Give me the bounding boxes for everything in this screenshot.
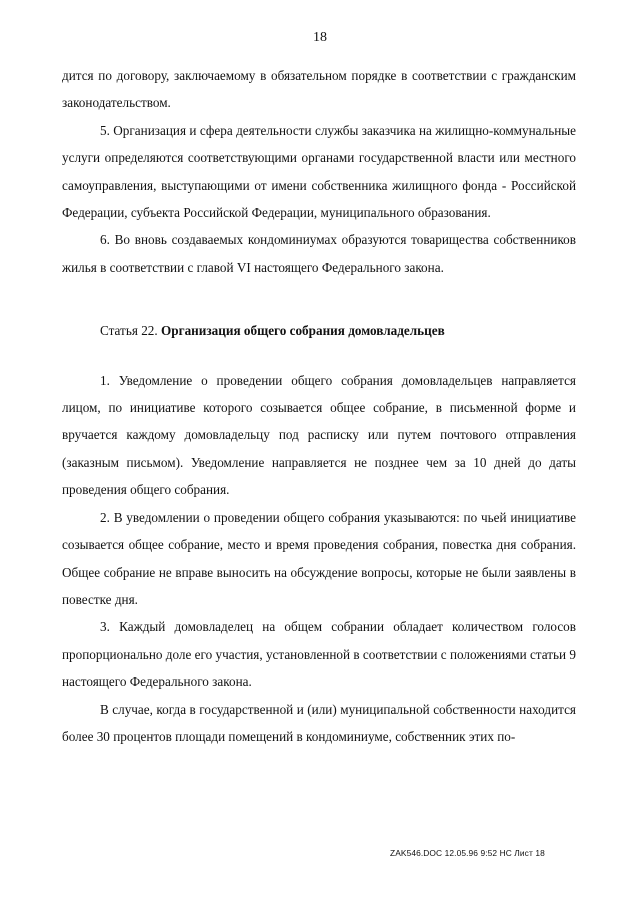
document-footer: ZAK546.DOC 12.05.96 9:52 НС Лист 18 bbox=[390, 848, 545, 858]
page-number: 18 bbox=[313, 30, 327, 45]
article-title: Организация общего собрания домовладельцев bbox=[160, 323, 445, 339]
article-label: Статья 22. bbox=[100, 323, 158, 339]
document-body bbox=[62, 62, 576, 750]
paragraph-item-1: 1. Уведомление о проведении общего собрания домовладельцев направляется лицом, по инициативе которого созывается общее собрание, в письменной форме и вручается каждому домовладельцу под расписку или путем почтового отправления (заказным письмом). Уведомление направляется не позднее чем за 10 дней до даты проведения общего собрания. bbox=[62, 372, 576, 498]
paragraph-state-property: В случае, когда в государственной и (или) муниципальной собственности находится более 30 процентов площади помещений в кондоминиуме, собственник этих по- bbox=[62, 701, 576, 744]
paragraph-item-2: 2. В уведомлении о проведении общего собрания указываются: по чьей инициативе созывается общее собрание, место и время проведения собрания, повестка дня собрания. Общее собрание не вправе выносить на обсуждение вопросы, которые не были заявлены в повестке дня. bbox=[62, 509, 576, 607]
paragraph-item-3: 3. Каждый домовладелец на общем собрании обладает количеством голосов пропорционально доле его участия, установленной в соответствии с положениями статьи 9 настоящего Федерального закона. bbox=[62, 619, 576, 690]
paragraph-continuation: дится по договору, заключаемому в обязательном порядке в соответствии с гражданским законодательством. bbox=[62, 68, 576, 111]
article-heading bbox=[62, 317, 576, 344]
paragraph-item-5: 5. Организация и сфера деятельности службы заказчика на жилищно-коммунальные услуги определяются соответствующими органами государственной власти или местного самоуправления, выступающими от имени собственника жилищного фонда - Российской Федерации, субъекта Российской Федерации, муниципального образования. bbox=[62, 122, 576, 221]
paragraph-item-6: 6. Во вновь создаваемых кондоминиумах образуются товарищества собственников жилья в соответствии с главой VI настоящего Федерального закона. bbox=[62, 232, 576, 275]
